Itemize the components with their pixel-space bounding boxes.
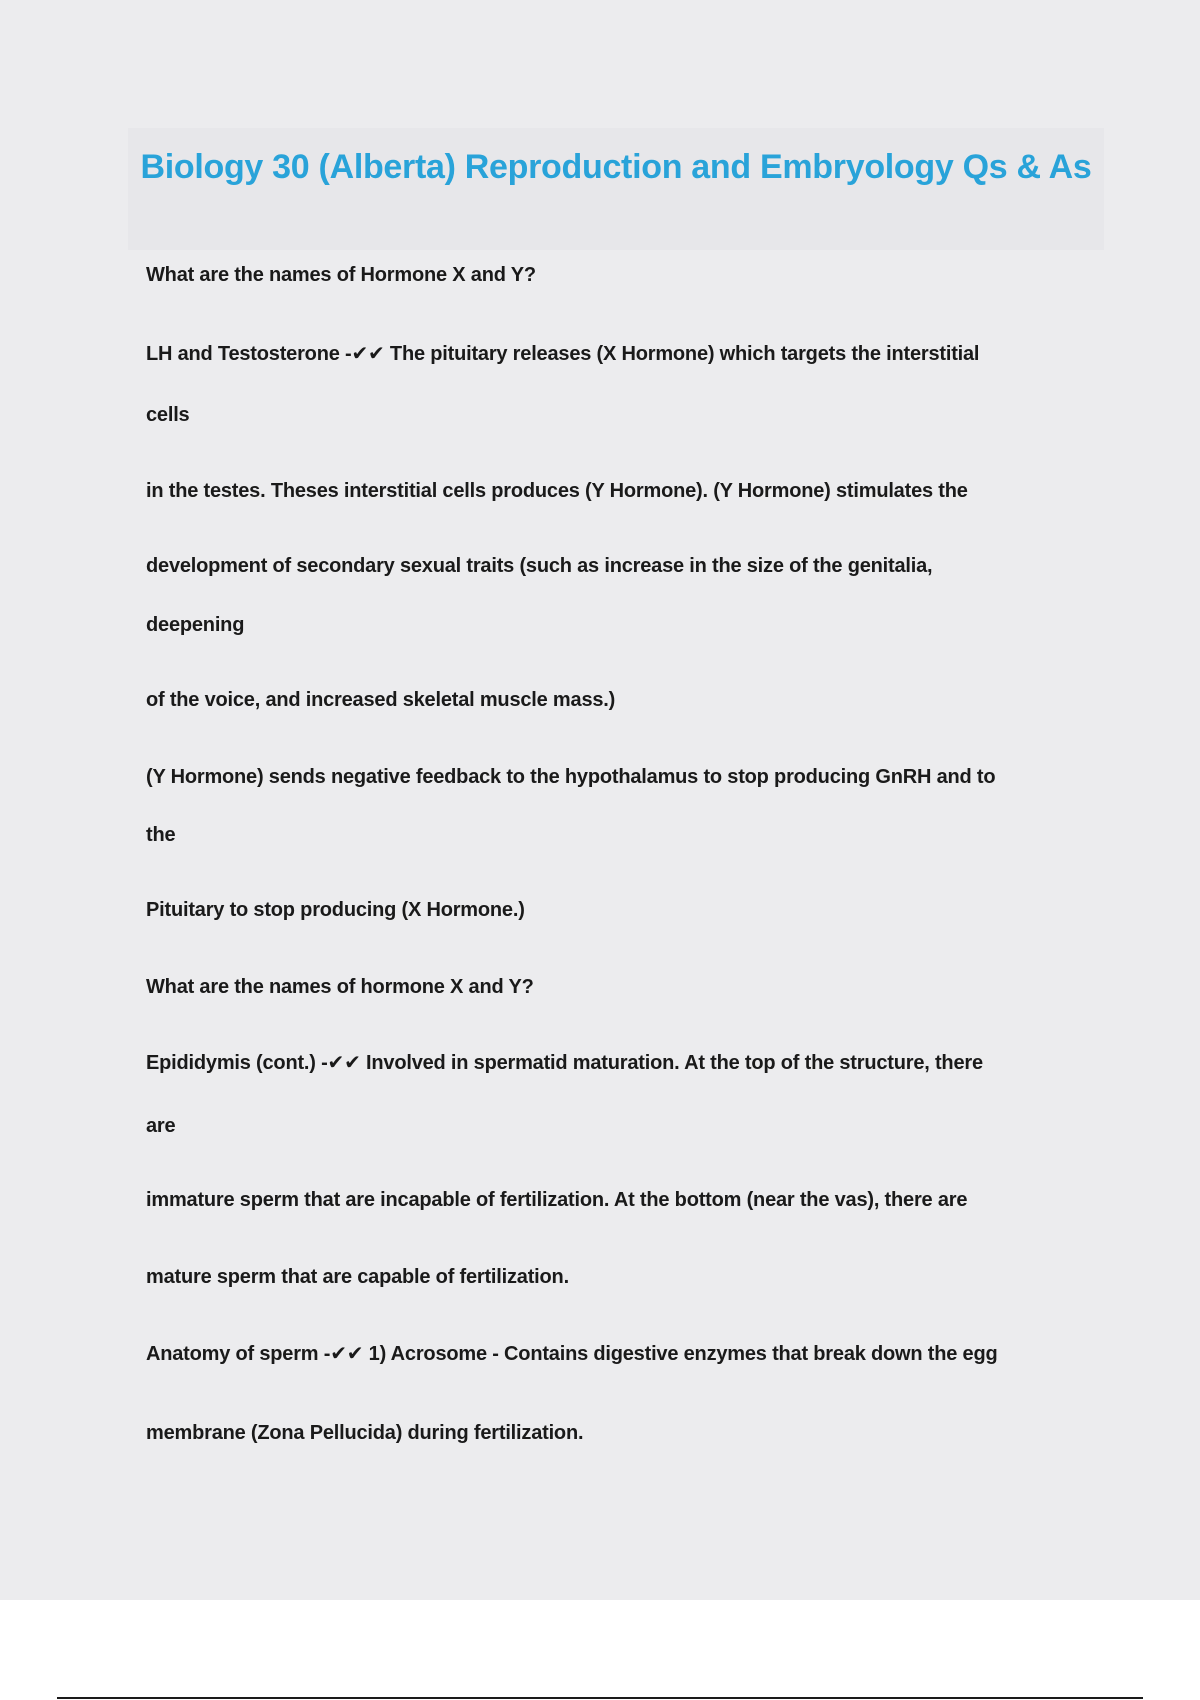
footer-divider <box>57 1697 1143 1699</box>
text-line: cells <box>146 404 190 426</box>
text-line: the <box>146 824 176 846</box>
text-line: Pituitary to stop producing (X Hormone.) <box>146 899 525 921</box>
text-line: (Y Hormone) sends negative feedback to the hypothalamus to stop producing GnRH and to <box>146 766 996 788</box>
document-title: Biology 30 (Alberta) Reproduction and Embryology Qs & As <box>140 148 1092 186</box>
text-line: Anatomy of sperm -✔✔ 1) Acrosome - Contains digestive enzymes that break down the egg <box>146 1343 998 1365</box>
text-line: in the testes. Theses interstitial cells produces (Y Hormone). (Y Hormone) stimulates the <box>146 480 968 502</box>
text-line: LH and Testosterone -✔✔ The pituitary releases (X Hormone) which targets the interstitial <box>146 343 980 365</box>
text-line: immature sperm that are incapable of fertilization. At the bottom (near the vas), there are <box>146 1189 968 1211</box>
text-line: deepening <box>146 614 245 636</box>
text-line: What are the names of Hormone X and Y? <box>146 264 536 286</box>
text-line: membrane (Zona Pellucida) during fertilization. <box>146 1422 584 1444</box>
text-line: What are the names of hormone X and Y? <box>146 976 534 998</box>
text-line: mature sperm that are capable of fertilization. <box>146 1266 569 1288</box>
text-line: of the voice, and increased skeletal muscle mass.) <box>146 689 616 711</box>
text-line: development of secondary sexual traits (such as increase in the size of the genitalia, <box>146 555 933 577</box>
text-line: Epididymis (cont.) -✔✔ Involved in spermatid maturation. At the top of the structure, there <box>146 1052 983 1074</box>
text-line: are <box>146 1115 176 1137</box>
